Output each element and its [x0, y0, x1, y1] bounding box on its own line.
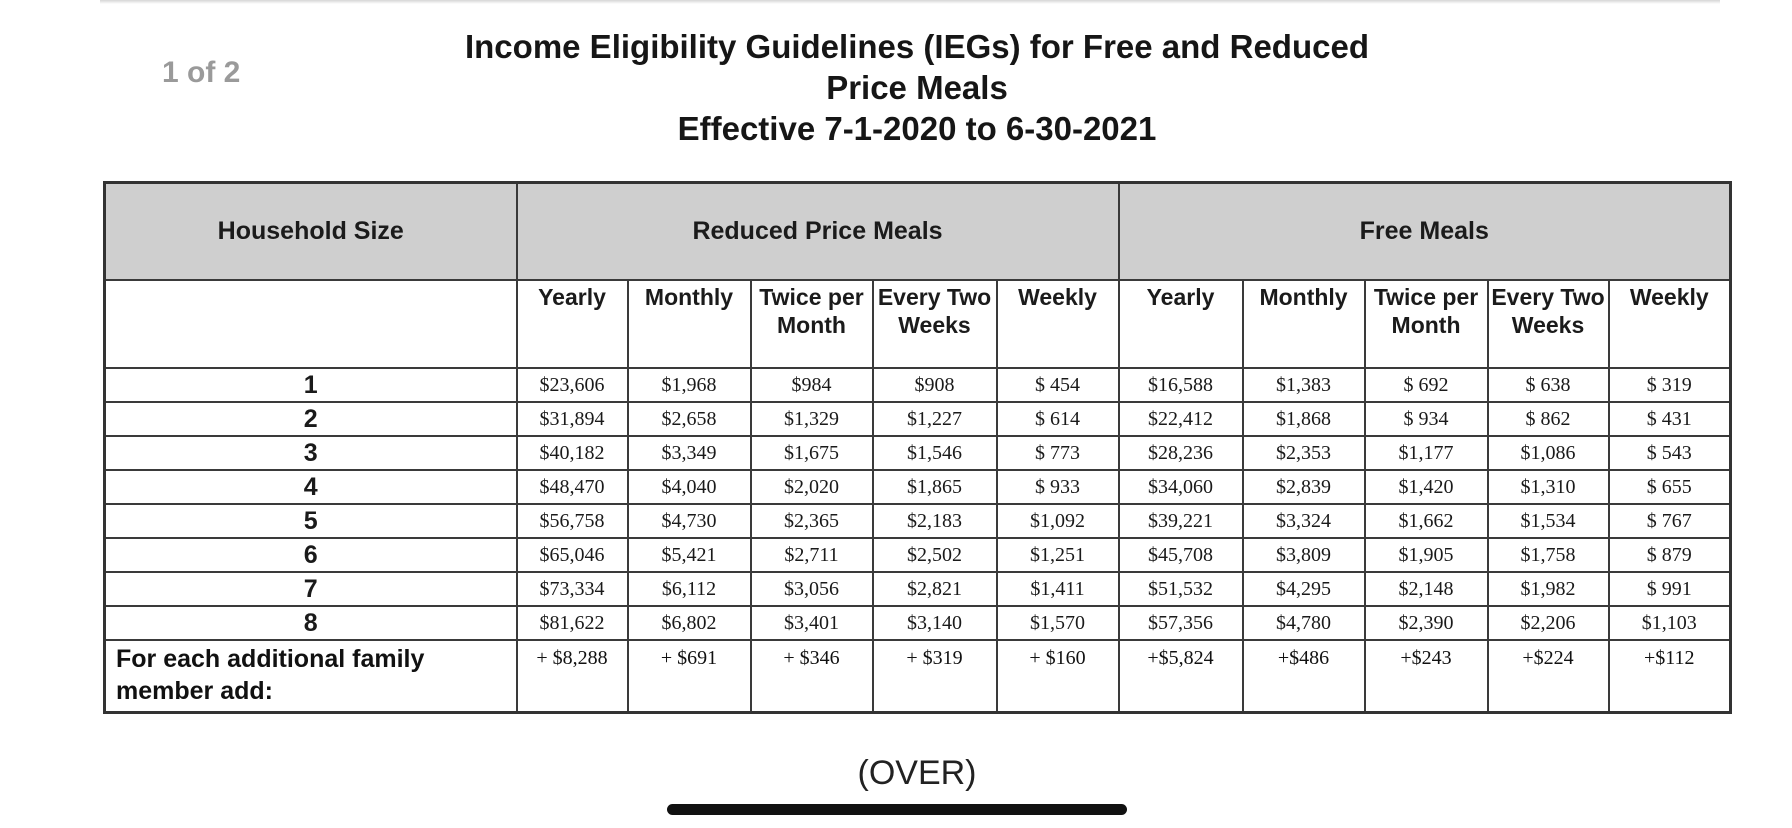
- income-cell: $1,383: [1243, 368, 1365, 402]
- income-cell: $1,420: [1365, 470, 1488, 504]
- income-cell: $57,356: [1119, 606, 1243, 640]
- income-cell: $51,532: [1119, 572, 1243, 606]
- income-cell: $ 655: [1609, 470, 1731, 504]
- household-size-cell: 6: [105, 538, 517, 572]
- reduced-yearly-header: Yearly: [517, 280, 628, 368]
- income-cell: $48,470: [517, 470, 628, 504]
- income-cell: $2,365: [751, 504, 873, 538]
- income-cell: $3,809: [1243, 538, 1365, 572]
- additional-value: +$486: [1243, 640, 1365, 713]
- income-cell: $4,295: [1243, 572, 1365, 606]
- free-yearly-header: Yearly: [1119, 280, 1243, 368]
- household-size-cell: 3: [105, 436, 517, 470]
- income-cell: $1,534: [1488, 504, 1609, 538]
- income-cell: $3,324: [1243, 504, 1365, 538]
- income-cell: $28,236: [1119, 436, 1243, 470]
- income-cell: $31,894: [517, 402, 628, 436]
- income-cell: $1,092: [997, 504, 1119, 538]
- income-cell: $6,802: [628, 606, 751, 640]
- additional-member-label: For each additional family member add:: [105, 640, 517, 713]
- income-cell: $2,502: [873, 538, 997, 572]
- income-cell: $984: [751, 368, 873, 402]
- table-row: [105, 436, 1731, 470]
- income-cell: $ 692: [1365, 368, 1488, 402]
- income-cell: $ 454: [997, 368, 1119, 402]
- additional-value: +$112: [1609, 640, 1731, 713]
- additional-value: +$224: [1488, 640, 1609, 713]
- income-cell: $81,622: [517, 606, 628, 640]
- income-cell: $34,060: [1119, 470, 1243, 504]
- reduced-twice-per-month-header: Twice per Month: [751, 280, 873, 368]
- income-cell: $2,206: [1488, 606, 1609, 640]
- income-cell: $39,221: [1119, 504, 1243, 538]
- income-cell: $2,839: [1243, 470, 1365, 504]
- income-cell: $16,588: [1119, 368, 1243, 402]
- additional-value: + $319: [873, 640, 997, 713]
- page-title: [0, 26, 1792, 149]
- page-indicator: 1 of 2: [162, 56, 241, 89]
- income-cell: $65,046: [517, 538, 628, 572]
- income-cell: $2,183: [873, 504, 997, 538]
- table-row: [105, 402, 1731, 436]
- table-row: [105, 368, 1731, 402]
- income-cell: $1,905: [1365, 538, 1488, 572]
- additional-value: + $160: [997, 640, 1119, 713]
- additional-value: +$243: [1365, 640, 1488, 713]
- income-cell: $2,821: [873, 572, 997, 606]
- table-row: [105, 606, 1731, 640]
- income-cell: $1,251: [997, 538, 1119, 572]
- income-cell: $1,103: [1609, 606, 1731, 640]
- household-size-cell: 5: [105, 504, 517, 538]
- reduced-price-meals-header: Reduced Price Meals: [517, 183, 1119, 281]
- income-cell: $ 933: [997, 470, 1119, 504]
- table-body: [105, 368, 1731, 640]
- household-size-header: Household Size: [105, 183, 517, 281]
- free-meals-header: Free Meals: [1119, 183, 1731, 281]
- income-cell: $1,968: [628, 368, 751, 402]
- title-line-3: Effective 7-1-2020 to 6-30-2021: [677, 110, 1157, 147]
- additional-value: + $691: [628, 640, 751, 713]
- additional-value: + $346: [751, 640, 873, 713]
- income-cell: $2,353: [1243, 436, 1365, 470]
- income-cell: $1,310: [1488, 470, 1609, 504]
- income-cell: $4,780: [1243, 606, 1365, 640]
- table-row: [105, 504, 1731, 538]
- income-cell: $45,708: [1119, 538, 1243, 572]
- income-cell: $73,334: [517, 572, 628, 606]
- income-cell: $56,758: [517, 504, 628, 538]
- eligibility-table: [103, 181, 1732, 714]
- income-cell: $22,412: [1119, 402, 1243, 436]
- income-cell: $1,086: [1488, 436, 1609, 470]
- table-row: [105, 538, 1731, 572]
- income-cell: $1,868: [1243, 402, 1365, 436]
- table-row: [105, 572, 1731, 606]
- income-cell: $5,421: [628, 538, 751, 572]
- income-cell: $1,329: [751, 402, 873, 436]
- household-size-cell: 2: [105, 402, 517, 436]
- income-cell: $2,711: [751, 538, 873, 572]
- income-cell: $23,606: [517, 368, 628, 402]
- income-cell: $908: [873, 368, 997, 402]
- income-cell: $ 638: [1488, 368, 1609, 402]
- income-cell: $2,658: [628, 402, 751, 436]
- income-cell: $6,112: [628, 572, 751, 606]
- reduced-monthly-header: Monthly: [628, 280, 751, 368]
- additional-value: + $8,288: [517, 640, 628, 713]
- income-cell: $3,401: [751, 606, 873, 640]
- income-cell: $1,570: [997, 606, 1119, 640]
- column-header-row: [105, 280, 1731, 368]
- title-line-2: Price Meals: [826, 69, 1008, 106]
- income-cell: $ 773: [997, 436, 1119, 470]
- income-cell: $ 614: [997, 402, 1119, 436]
- income-cell: $1,758: [1488, 538, 1609, 572]
- title-line-1: Income Eligibility Guidelines (IEGs) for Free and Reduced: [464, 28, 1369, 65]
- income-cell: $ 862: [1488, 402, 1609, 436]
- group-header-row: [105, 183, 1731, 281]
- income-cell: $4,730: [628, 504, 751, 538]
- income-cell: $2,390: [1365, 606, 1488, 640]
- income-cell: $1,865: [873, 470, 997, 504]
- free-weekly-header: Weekly: [1609, 280, 1731, 368]
- income-cell: $3,140: [873, 606, 997, 640]
- income-cell: $40,182: [517, 436, 628, 470]
- income-cell: $3,056: [751, 572, 873, 606]
- income-cell: $ 934: [1365, 402, 1488, 436]
- income-cell: $4,040: [628, 470, 751, 504]
- income-cell: $2,020: [751, 470, 873, 504]
- blank-header-cell: [105, 280, 517, 368]
- income-cell: $3,349: [628, 436, 751, 470]
- reduced-every-two-weeks-header: Every Two Weeks: [873, 280, 997, 368]
- income-cell: $1,662: [1365, 504, 1488, 538]
- household-size-cell: 1: [105, 368, 517, 402]
- additional-member-row: [105, 640, 1731, 713]
- income-cell: $ 767: [1609, 504, 1731, 538]
- income-cell: $ 543: [1609, 436, 1731, 470]
- reduced-weekly-header: Weekly: [997, 280, 1119, 368]
- income-cell: $1,177: [1365, 436, 1488, 470]
- household-size-cell: 7: [105, 572, 517, 606]
- income-cell: $1,227: [873, 402, 997, 436]
- free-monthly-header: Monthly: [1243, 280, 1365, 368]
- income-cell: $ 991: [1609, 572, 1731, 606]
- household-size-cell: 8: [105, 606, 517, 640]
- income-cell: $ 879: [1609, 538, 1731, 572]
- eligibility-table-container: [103, 181, 1729, 704]
- income-cell: $1,411: [997, 572, 1119, 606]
- additional-value: +$5,824: [1119, 640, 1243, 713]
- income-cell: $1,675: [751, 436, 873, 470]
- income-cell: $ 319: [1609, 368, 1731, 402]
- income-cell: $1,982: [1488, 572, 1609, 606]
- free-every-two-weeks-header: Every Two Weeks: [1488, 280, 1609, 368]
- over-label: (OVER): [857, 754, 977, 792]
- top-edge-shadow: [100, 0, 1720, 4]
- household-size-cell: 4: [105, 470, 517, 504]
- income-cell: $1,546: [873, 436, 997, 470]
- table-row: [105, 470, 1731, 504]
- income-cell: $2,148: [1365, 572, 1488, 606]
- income-cell: $ 431: [1609, 402, 1731, 436]
- home-indicator-bar[interactable]: [667, 804, 1127, 815]
- free-twice-per-month-header: Twice per Month: [1365, 280, 1488, 368]
